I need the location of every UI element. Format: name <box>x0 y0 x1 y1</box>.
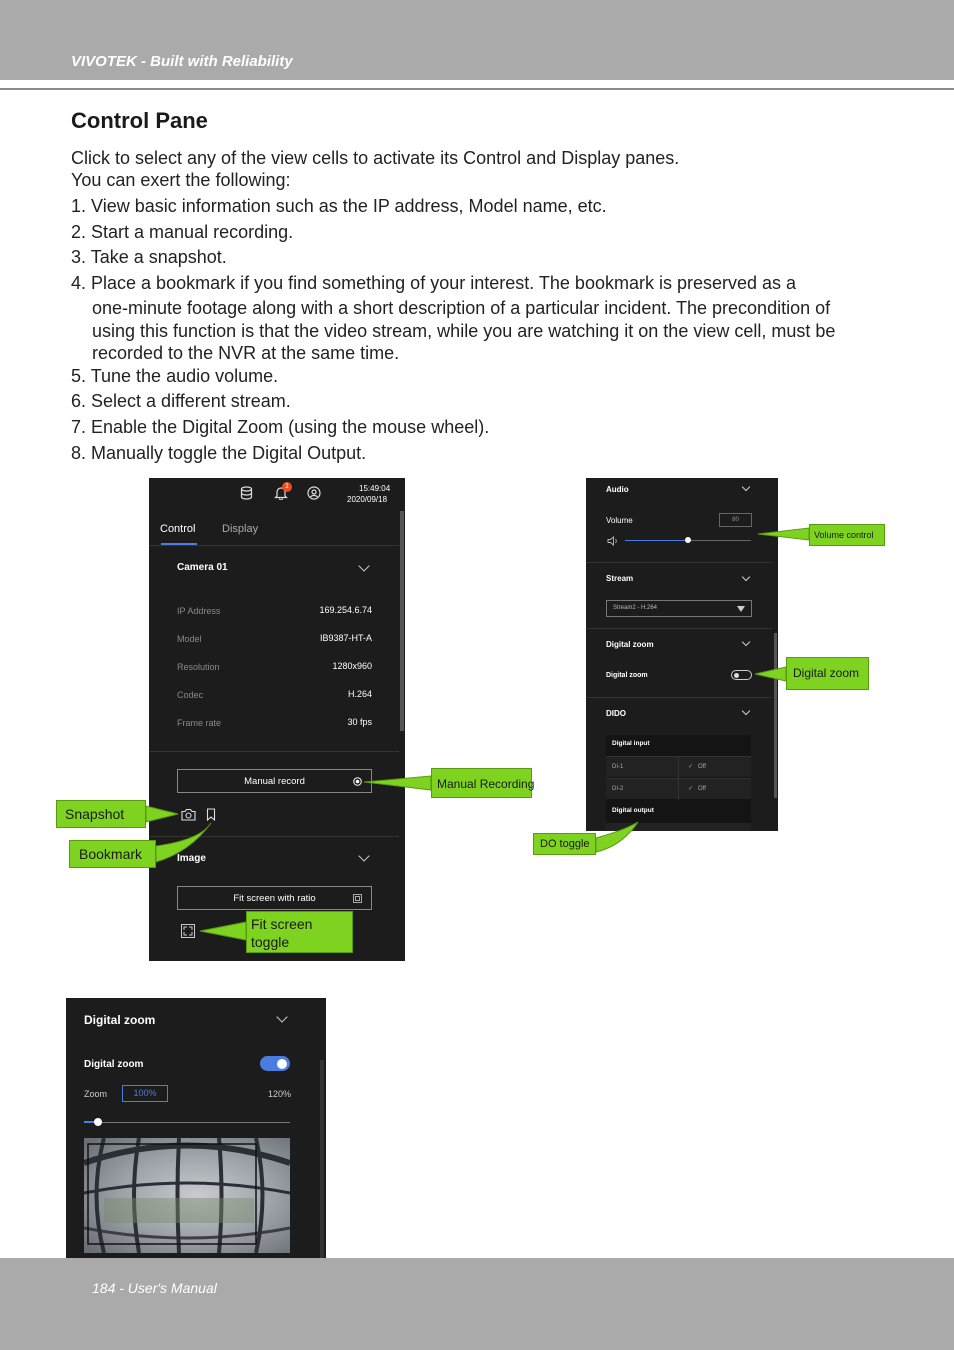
manual-record-label: Manual record <box>244 776 305 787</box>
list-item: 4. Place a bookmark if you find something of your interest. The bookmark is preserved as a <box>71 273 797 293</box>
digital-output-title: Digital output <box>612 807 654 814</box>
camera-title: Camera 01 <box>177 562 228 573</box>
list-item: 3. Take a snapshot. <box>71 247 227 267</box>
notification-badge: 1 <box>282 482 292 492</box>
callout-fit-screen <box>246 911 353 953</box>
di-state: Off <box>698 786 706 792</box>
check-icon: ✓ <box>688 764 694 770</box>
clock-time: 15:49:04 <box>359 484 391 493</box>
fit-screen-label: Fit screen with ratio <box>233 893 316 904</box>
di-name: DI-2 <box>612 786 624 792</box>
zoom-input[interactable]: 100% <box>122 1085 168 1102</box>
list-item: 8. Manually toggle the Digital Output. <box>71 443 367 463</box>
brand-text: VIVOTEK - Built with Reliability <box>71 53 293 70</box>
list-item: 7. Enable the Digital Zoom (using the mouse wheel). <box>71 417 490 437</box>
intro-line-1: Click to select any of the view cells to activate its Control and Display panes. <box>71 148 680 168</box>
callout-do-toggle: DO toggle <box>533 833 596 855</box>
callout-fit-screen-line-2: toggle <box>251 934 290 950</box>
callout-fit-screen-line-1: Fit screen <box>251 916 313 932</box>
info-label: Codec <box>177 690 204 700</box>
intro-line-2: You can exert the following: <box>71 170 291 190</box>
section-title: Control Pane <box>71 108 208 133</box>
list-item: 1. View basic information such as the IP address, Model name, etc. <box>71 196 607 216</box>
zoom-max-label: 120% <box>268 1089 292 1099</box>
audio-title: Audio <box>606 485 629 494</box>
info-label: Resolution <box>177 662 220 672</box>
list-item: 6. Select a different stream. <box>71 391 291 411</box>
dido-title: DIDO <box>606 709 626 718</box>
volume-input[interactable]: 80 <box>719 513 752 527</box>
di-name: DI-1 <box>612 764 624 770</box>
callout-digital-zoom: Digital zoom <box>786 657 869 690</box>
page-number: 184 - User's Manual <box>92 1280 217 1296</box>
tab-display[interactable]: Display <box>222 523 259 535</box>
di-state: Off <box>698 764 706 770</box>
zoom-toggle-label: Digital zoom <box>84 1059 144 1070</box>
info-value: 1280x960 <box>332 661 372 671</box>
info-value: IB9387-HT-A <box>319 633 372 643</box>
callout-manual-recording: Manual Recording <box>431 768 532 798</box>
info-value: 30 fps <box>347 717 372 727</box>
info-label: Frame rate <box>177 718 222 728</box>
clock-date: 2020/09/18 <box>347 495 388 504</box>
callout-snapshot: Snapshot <box>56 800 146 828</box>
check-icon: ✓ <box>688 786 694 792</box>
info-label: Model <box>177 634 202 644</box>
zoom-panel-title: Digital zoom <box>84 1013 156 1027</box>
info-label: IP Address <box>177 606 221 616</box>
list-item-cont: using this function is that the video stream, while you are watching it on the view cell, must be <box>92 321 836 341</box>
callout-volume-control: Volume control <box>809 524 885 546</box>
image-title: Image <box>177 853 206 864</box>
list-item: 5. Tune the audio volume. <box>71 366 279 386</box>
digital-zoom-title: Digital zoom <box>606 640 654 649</box>
tab-control[interactable]: Control <box>160 523 196 535</box>
stream-select-value: Stream2 - H.264 <box>613 605 658 611</box>
info-value: 169.254.6.74 <box>319 605 372 615</box>
info-value: H.264 <box>347 689 372 699</box>
zoom-label: Zoom <box>84 1089 108 1099</box>
list-item: 2. Start a manual recording. <box>71 222 294 242</box>
digital-zoom-label: Digital zoom <box>606 672 648 679</box>
stream-title: Stream <box>606 574 634 583</box>
list-item-cont: recorded to the NVR at the same time. <box>92 343 400 363</box>
list-item-cont: one-minute footage along with a short description of a particular incident. The precondition of <box>92 298 831 318</box>
volume-label: Volume <box>606 516 633 525</box>
page-footer-band <box>0 1258 954 1350</box>
digital-input-title: Digital input <box>612 740 650 747</box>
callout-bookmark: Bookmark <box>69 840 156 868</box>
